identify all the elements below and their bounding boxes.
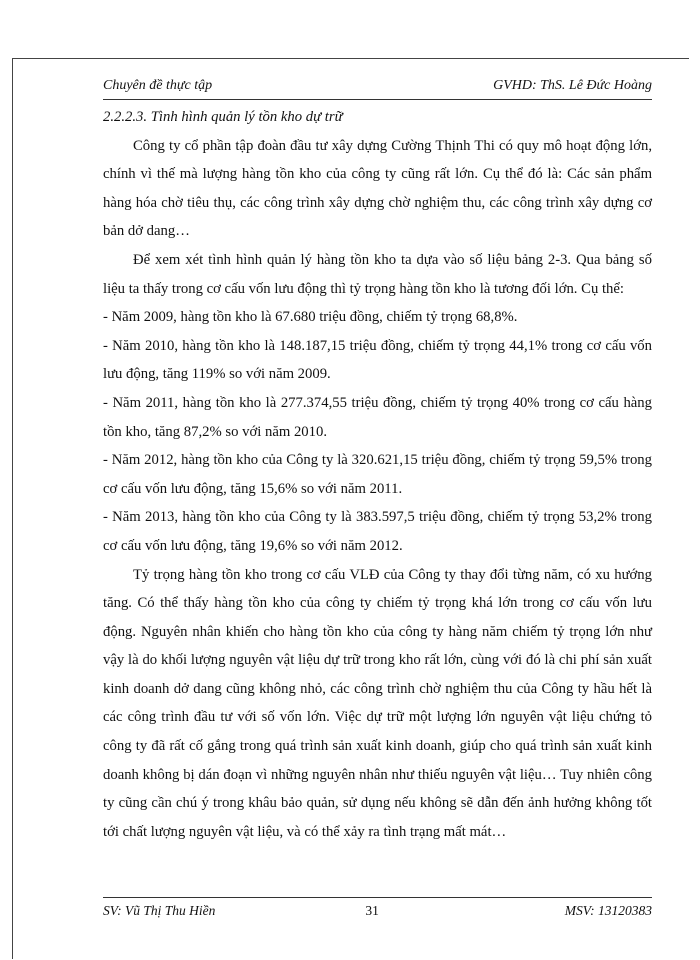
bullet-2009: - Năm 2009, hàng tồn kho là 67.680 triệu đồng, chiếm tỷ trọng 68,8%. — [103, 309, 518, 326]
header-rule — [103, 99, 652, 100]
header-left: Chuyên đề thực tập — [103, 78, 213, 93]
paragraph-analysis: Để xem xét tình hình quản lý hàng tồn kho ta dựa vào số liệu bảng 2-3. Qua bảng số liệu ta thấy trong cơ cấu vốn lưu động thì tỷ trọng hàng tồn kho là tương đối lớn. Cụ thể: — [103, 251, 652, 297]
paragraph-intro: Công ty cổ phần tập đoàn đầu tư xây dựng Cường Thịnh Thi có quy mô hoạt động lớn, chính vì thế mà lượng hàng tồn kho của công ty cũng rất lớn. Cụ thể đó là: Các sản phẩm hàng hóa chờ tiêu thụ, các công trình xây dựng chờ nghiệm thu, các công trình xây dựng cơ bản dở dang… — [103, 137, 652, 240]
bullet-2012: - Năm 2012, hàng tồn kho của Công ty là 320.621,15 triệu đồng, chiếm tỷ trọng 59,5% trong cơ cấu vốn lưu động, tăng 15,6% so với năm 2011. — [103, 452, 652, 497]
section-title: 2.2.2.3. Tình hình quản lý tồn kho dự trữ — [103, 109, 343, 125]
footer-rule — [103, 897, 652, 898]
bullet-2010: - Năm 2010, hàng tồn kho là 148.187,15 triệu đồng, chiếm tỷ trọng 44,1% trong cơ cấu vốn lưu động, tăng 119% so với năm 2009. — [103, 337, 652, 383]
page-number: 31 — [365, 903, 379, 918]
paragraph-conclusion: Tỷ trọng hàng tồn kho trong cơ cấu VLĐ của Công ty thay đổi từng năm, có xu hướng tăng. Có thể thấy hàng tồn kho của công ty chiếm tỷ trọng khá lớn trong cơ cấu vốn lưu động. Nguyên nhân khiến cho hàng tồn kho của công ty hàng năm chiếm tỷ trọng lớn như vậy là do khối lượng nguyên vật liệu dự trữ trong kho rất lớn, cùng với đó là chi phí sản xuất kinh doanh dở dang cũng không nhỏ, các công trình chờ nghiệm thu của Công ty hầu hết là các công trình đầu tư với số vốn lớn. Việc dự trữ một lượng lớn nguyên vật liệu chứng tỏ công ty đã rất cố gắng trong quá trình sản xuất kinh doanh, giúp cho quá trình sản xuất kinh doanh không bị dán đoạn vì những nguyên nhân như thiếu nguyên vật liệu… Tuy nhiên công ty cũng cần chú ý trong khâu bảo quản, sử dụng nếu không sẽ dẫn đến ảnh hưởng không tốt tới chất lượng nguyên vật liệu, và có thể xảy ra tình trạng mất mát… — [103, 566, 652, 840]
page-header — [103, 78, 652, 98]
page-footer — [103, 900, 652, 922]
bullet-2011: - Năm 2011, hàng tồn kho là 277.374,55 triệu đồng, chiếm tỷ trọng 40% trong cơ cấu hàng tồn kho, tăng 87,2% so với năm 2010. — [103, 394, 652, 440]
document-body — [103, 103, 652, 846]
header-right: GVHD: ThS. Lê Đức Hoàng — [493, 78, 652, 93]
bullet-2013: - Năm 2013, hàng tồn kho của Công ty là 383.597,5 triệu đồng, chiếm tỷ trọng 53,2% trong cơ cấu vốn lưu động, tăng 19,6% so với năm 2012. — [103, 509, 652, 554]
footer-student: SV: Vũ Thị Thu Hiền — [103, 903, 216, 918]
footer-student-id: MSV: 13120383 — [564, 903, 652, 918]
